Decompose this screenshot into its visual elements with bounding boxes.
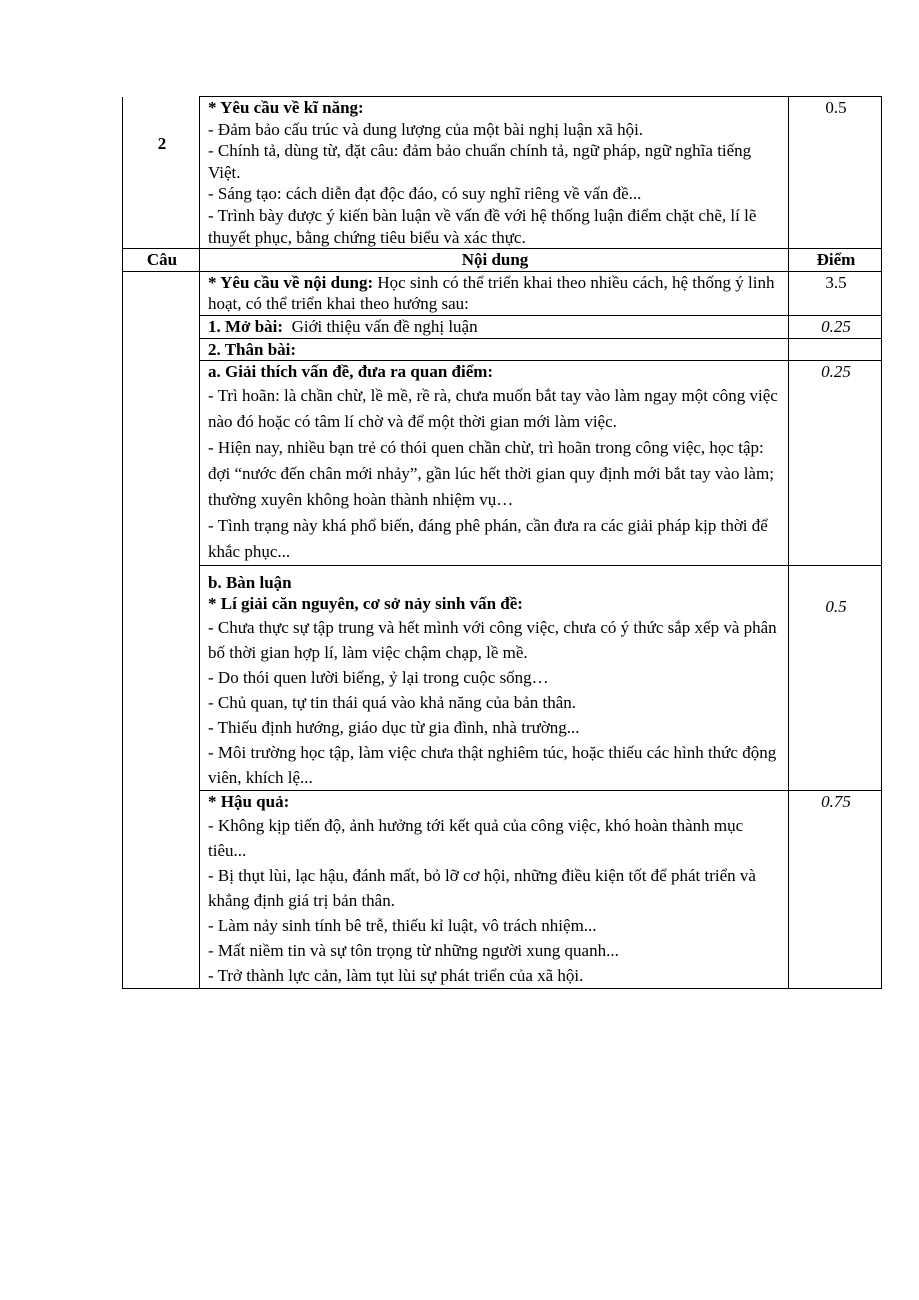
table-row-content (123, 271, 882, 315)
content-cell (200, 565, 789, 790)
list-item: - Do thói quen lười biếng, ỷ lại trong cuộc sống… (208, 667, 549, 687)
table-row-explain (123, 361, 882, 566)
content-cell (200, 338, 789, 361)
discuss-heading: b. Bàn luận (208, 572, 292, 592)
discuss-subheading: * Lí giải căn nguyên, cơ sở nảy sinh vấn đề: (208, 594, 523, 614)
list-item: - Hiện nay, nhiều bạn trẻ có thói quen chần chừ, trì hoãn trong công việc, học tập: đợi “nước đến chân mới nhảy”, gần lúc hết thời gian quy định mới bắt tay vào làm; thường xuyên không hoàn thành nhiệm vụ… (208, 437, 774, 509)
explain-heading: a. Giải thích vấn đề, đưa ra quan điểm: (208, 362, 494, 382)
list-item: - Sáng tạo: cách diễn đạt độc đáo, có suy nghĩ riêng về vấn đề... (208, 184, 642, 204)
score-cell (789, 271, 882, 315)
question-number-cell (123, 97, 200, 249)
consequence-heading: * Hậu quả: (208, 791, 290, 811)
list-item: - Môi trường học tập, làm việc chưa thật nghiêm túc, hoặc thiếu các hình thức động viên, khích lệ... (208, 742, 777, 787)
list-item: - Làm nảy sinh tính bê trễ, thiếu kỉ luật, vô trách nhiệm... (208, 915, 597, 935)
table-row-discuss (123, 565, 882, 790)
score-value: 0.5 (825, 98, 847, 117)
score-value: 0.25 (821, 362, 851, 382)
table-header-row (123, 249, 882, 272)
list-item: - Mất niềm tin và sự tôn trọng từ những người xung quanh... (208, 940, 619, 960)
content-cell (200, 271, 789, 315)
content-cell (200, 790, 789, 988)
intro-text: Giới thiệu vấn đề nghị luận (283, 316, 478, 336)
empty-question-cell (123, 271, 200, 988)
table-row-consequence (123, 790, 882, 988)
score-cell (789, 361, 882, 566)
intro-heading: 1. Mở bài: (208, 316, 284, 336)
content-cell (200, 97, 789, 249)
score-value: 0.75 (821, 791, 851, 811)
body-heading: 2. Thân bài: (208, 339, 297, 359)
answer-key-table (122, 96, 882, 989)
list-item: - Trì hoãn: là chần chừ, lề mề, rề rà, chưa muốn bắt tay vào làm ngay một công việc nào đó hoặc có tâm lí chờ và để một thời gian mới làm việc. (208, 385, 778, 431)
header-question: Câu (123, 249, 200, 272)
list-item: - Chủ quan, tự tin thái quá vào khả năng của bản thân. (208, 692, 577, 712)
score-cell (789, 790, 882, 988)
score-cell (789, 338, 882, 361)
list-item: - Chính tả, dùng từ, đặt câu: đảm bảo chuẩn chính tả, ngữ pháp, ngữ nghĩa tiếng Việt. (208, 141, 752, 182)
score-cell (789, 315, 882, 338)
list-item: - Tình trạng này khá phổ biến, đáng phê phán, cần đưa ra các giải pháp kịp thời để khắc phục... (208, 515, 768, 561)
score-cell (789, 97, 882, 249)
list-item: - Bị thụt lùi, lạc hậu, đánh mất, bỏ lỡ cơ hội, những điều kiện tốt để phát triển và khẳng định giá trị bản thân. (208, 865, 756, 910)
header-content: Nội dung (200, 249, 789, 272)
table-row-intro (123, 315, 882, 338)
table-row-skills (123, 97, 882, 249)
question-number: 2 (157, 133, 167, 153)
content-cell (200, 315, 789, 338)
score-cell (789, 565, 882, 790)
header-score: Điểm (789, 249, 882, 272)
skills-heading: * Yêu cầu về kĩ năng: (208, 98, 364, 117)
list-item: - Chưa thực sự tập trung và hết mình với công việc, chưa có ý thức sắp xếp và phân bố thời gian hợp lí, làm việc chậm chạp, lề mề. (208, 617, 777, 662)
list-item: - Trình bày được ý kiến bàn luận về vấn đề với hệ thống luận điểm chặt chẽ, lí lẽ thuyết phục, bằng chứng tiêu biểu và xác thực. (208, 205, 757, 247)
list-item: - Trở thành lực cản, làm tụt lùi sự phát triển của xã hội. (208, 965, 584, 985)
content-heading: * Yêu cầu về nội dung: (208, 272, 374, 292)
content-cell (200, 361, 789, 566)
list-item: - Đảm bảo cấu trúc và dung lượng của một bài nghị luận xã hội. (208, 119, 644, 139)
content-text: Học sinh có thể triển khai theo nhiều cách, hệ thống ý linh hoạt, có thể triển khai theo hướng sau: (208, 272, 775, 314)
score-value: 0.25 (821, 316, 851, 336)
score-value: 3.5 (825, 272, 847, 292)
score-value: 0.5 (825, 596, 847, 616)
list-item: - Thiếu định hướng, giáo dục từ gia đình, nhà trường... (208, 717, 580, 737)
table-row-body (123, 338, 882, 361)
list-item: - Không kịp tiến độ, ảnh hưởng tới kết quả của công việc, khó hoàn thành mục tiêu... (208, 815, 744, 860)
